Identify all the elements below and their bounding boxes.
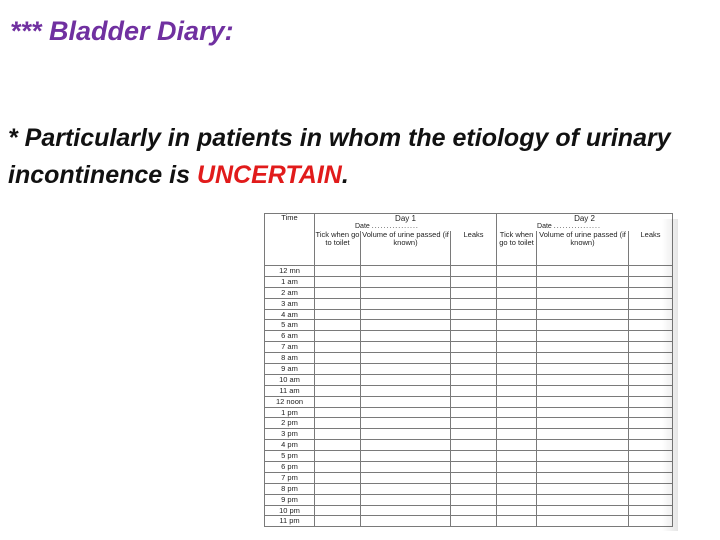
time-cell: 10 am bbox=[265, 374, 315, 385]
day1-leaks-cell[interactable] bbox=[451, 287, 497, 298]
diary-row bbox=[265, 385, 673, 396]
day2-tick-cell[interactable] bbox=[497, 505, 537, 516]
day2-volume-cell[interactable] bbox=[537, 266, 629, 277]
diary-row bbox=[265, 374, 673, 385]
day1-volume-cell[interactable] bbox=[361, 451, 451, 462]
day1-leaks-cell[interactable] bbox=[451, 353, 497, 364]
day2-header bbox=[497, 214, 673, 232]
day1-tick-cell[interactable] bbox=[315, 309, 361, 320]
day2-volume-cell[interactable] bbox=[537, 276, 629, 287]
time-cell: 7 pm bbox=[265, 472, 315, 483]
day1-leaks-cell[interactable] bbox=[451, 342, 497, 353]
day1-volume-cell[interactable] bbox=[361, 505, 451, 516]
time-cell: 10 pm bbox=[265, 505, 315, 516]
day2-tick-cell[interactable] bbox=[497, 451, 537, 462]
day1-volume-cell[interactable] bbox=[361, 364, 451, 375]
day1-volume-cell[interactable] bbox=[361, 396, 451, 407]
day1-volume-cell[interactable] bbox=[361, 418, 451, 429]
time-cell: 2 am bbox=[265, 287, 315, 298]
day1-volume-cell[interactable] bbox=[361, 374, 451, 385]
day2-volume-cell[interactable] bbox=[537, 396, 629, 407]
diary-row bbox=[265, 494, 673, 505]
scan-shadow bbox=[662, 219, 678, 531]
day2-tick-cell[interactable] bbox=[497, 353, 537, 364]
day2-tick-cell[interactable] bbox=[497, 396, 537, 407]
time-cell: 11 pm bbox=[265, 516, 315, 527]
day1-date-label: Date bbox=[355, 223, 370, 230]
day1-header bbox=[315, 214, 497, 232]
time-cell: 1 am bbox=[265, 276, 315, 287]
day2-volume-cell[interactable] bbox=[537, 364, 629, 375]
day1-tick-cell[interactable] bbox=[315, 451, 361, 462]
time-cell: 6 pm bbox=[265, 462, 315, 473]
day1-volume-cell[interactable] bbox=[361, 287, 451, 298]
day2-date-label: Date bbox=[537, 223, 552, 230]
day1-tick-cell[interactable] bbox=[315, 516, 361, 527]
day1-leaks-cell[interactable] bbox=[451, 374, 497, 385]
day1-tick-cell[interactable] bbox=[315, 505, 361, 516]
diary-row bbox=[265, 309, 673, 320]
diary-row bbox=[265, 342, 673, 353]
day2-tick-header: Tick when go to toilet bbox=[497, 231, 537, 266]
day2-volume-cell[interactable] bbox=[537, 331, 629, 342]
day1-tick-cell[interactable] bbox=[315, 407, 361, 418]
diary-row bbox=[265, 440, 673, 451]
day1-volume-cell[interactable] bbox=[361, 342, 451, 353]
day1-tick-cell[interactable] bbox=[315, 298, 361, 309]
diary-row bbox=[265, 429, 673, 440]
day2-tick-cell[interactable] bbox=[497, 266, 537, 277]
diary-row bbox=[265, 418, 673, 429]
diary-row bbox=[265, 287, 673, 298]
body-text-part1: * Particularly in patients in whom the etiology of urinary incontinence is bbox=[8, 124, 671, 189]
day1-volume-cell[interactable] bbox=[361, 483, 451, 494]
day2-tick-cell[interactable] bbox=[497, 407, 537, 418]
day1-leaks-cell[interactable] bbox=[451, 505, 497, 516]
day2-tick-cell[interactable] bbox=[497, 462, 537, 473]
day2-label: Day 2 bbox=[574, 214, 595, 223]
diary-row bbox=[265, 266, 673, 277]
time-column-header: Time bbox=[265, 214, 315, 266]
day1-leaks-cell[interactable] bbox=[451, 407, 497, 418]
day1-tick-cell[interactable] bbox=[315, 276, 361, 287]
time-cell: 9 am bbox=[265, 364, 315, 375]
time-cell: 8 am bbox=[265, 353, 315, 364]
diary-row bbox=[265, 516, 673, 527]
time-cell: 2 pm bbox=[265, 418, 315, 429]
day1-tick-cell[interactable] bbox=[315, 320, 361, 331]
day2-leaks-header: Leaks bbox=[629, 231, 673, 266]
day2-tick-cell[interactable] bbox=[497, 364, 537, 375]
day1-tick-cell[interactable] bbox=[315, 472, 361, 483]
day1-tick-cell[interactable] bbox=[315, 342, 361, 353]
day1-volume-cell[interactable] bbox=[361, 385, 451, 396]
time-cell: 4 pm bbox=[265, 440, 315, 451]
day2-volume-cell[interactable] bbox=[537, 320, 629, 331]
day1-leaks-cell[interactable] bbox=[451, 331, 497, 342]
slide-body-text bbox=[8, 120, 708, 194]
time-cell: 7 am bbox=[265, 342, 315, 353]
day1-tick-cell[interactable] bbox=[315, 385, 361, 396]
day2-volume-cell[interactable] bbox=[537, 483, 629, 494]
day1-leaks-header: Leaks bbox=[451, 231, 497, 266]
day2-tick-cell[interactable] bbox=[497, 516, 537, 527]
day1-volume-cell[interactable] bbox=[361, 440, 451, 451]
day1-leaks-cell[interactable] bbox=[451, 385, 497, 396]
day1-tick-header: Tick when go to toilet bbox=[315, 231, 361, 266]
day2-tick-cell[interactable] bbox=[497, 418, 537, 429]
slide-title: *** Bladder Diary: bbox=[10, 16, 234, 46]
time-cell: 5 am bbox=[265, 320, 315, 331]
day1-volume-header: Volume of urine passed (if known) bbox=[361, 231, 451, 266]
day2-volume-cell[interactable] bbox=[537, 472, 629, 483]
time-cell: 3 pm bbox=[265, 429, 315, 440]
day2-volume-cell[interactable] bbox=[537, 374, 629, 385]
diary-row bbox=[265, 396, 673, 407]
diary-row bbox=[265, 320, 673, 331]
day1-tick-cell[interactable] bbox=[315, 429, 361, 440]
day2-tick-cell[interactable] bbox=[497, 385, 537, 396]
day1-volume-cell[interactable] bbox=[361, 462, 451, 473]
day1-leaks-cell[interactable] bbox=[451, 320, 497, 331]
day1-volume-cell[interactable] bbox=[361, 309, 451, 320]
time-cell: 5 pm bbox=[265, 451, 315, 462]
day1-leaks-cell[interactable] bbox=[451, 396, 497, 407]
time-cell: 11 am bbox=[265, 385, 315, 396]
day2-tick-cell[interactable] bbox=[497, 494, 537, 505]
time-cell: 4 am bbox=[265, 309, 315, 320]
day2-date-dots: ................ bbox=[553, 223, 601, 230]
body-text-part2: . bbox=[341, 161, 349, 189]
day2-volume-cell[interactable] bbox=[537, 407, 629, 418]
day1-leaks-cell[interactable] bbox=[451, 309, 497, 320]
bladder-diary-form bbox=[264, 213, 678, 531]
day1-tick-cell[interactable] bbox=[315, 418, 361, 429]
day1-tick-cell[interactable] bbox=[315, 483, 361, 494]
time-cell: 8 pm bbox=[265, 483, 315, 494]
time-cell: 3 am bbox=[265, 298, 315, 309]
day2-tick-cell[interactable] bbox=[497, 320, 537, 331]
day2-tick-cell[interactable] bbox=[497, 331, 537, 342]
day2-volume-cell[interactable] bbox=[537, 516, 629, 527]
day1-tick-cell[interactable] bbox=[315, 353, 361, 364]
day1-volume-cell[interactable] bbox=[361, 266, 451, 277]
day2-volume-cell[interactable] bbox=[537, 505, 629, 516]
day2-volume-cell[interactable] bbox=[537, 494, 629, 505]
day2-volume-header: Volume of urine passed (if known) bbox=[537, 231, 629, 266]
day1-volume-cell[interactable] bbox=[361, 516, 451, 527]
day2-tick-cell[interactable] bbox=[497, 342, 537, 353]
diary-row bbox=[265, 472, 673, 483]
time-cell: 1 pm bbox=[265, 407, 315, 418]
day2-tick-cell[interactable] bbox=[497, 472, 537, 483]
day1-tick-cell[interactable] bbox=[315, 494, 361, 505]
day1-leaks-cell[interactable] bbox=[451, 418, 497, 429]
day2-volume-cell[interactable] bbox=[537, 451, 629, 462]
time-cell: 12 mn bbox=[265, 266, 315, 277]
day2-volume-cell[interactable] bbox=[537, 298, 629, 309]
day1-leaks-cell[interactable] bbox=[451, 364, 497, 375]
day1-leaks-cell[interactable] bbox=[451, 472, 497, 483]
day2-tick-cell[interactable] bbox=[497, 309, 537, 320]
day1-tick-cell[interactable] bbox=[315, 396, 361, 407]
day2-volume-cell[interactable] bbox=[537, 287, 629, 298]
day1-volume-cell[interactable] bbox=[361, 494, 451, 505]
day1-volume-cell[interactable] bbox=[361, 429, 451, 440]
day1-leaks-cell[interactable] bbox=[451, 276, 497, 287]
time-cell: 6 am bbox=[265, 331, 315, 342]
day1-leaks-cell[interactable] bbox=[451, 266, 497, 277]
diary-row bbox=[265, 353, 673, 364]
day1-leaks-cell[interactable] bbox=[451, 494, 497, 505]
day2-tick-cell[interactable] bbox=[497, 287, 537, 298]
day1-volume-cell[interactable] bbox=[361, 320, 451, 331]
day2-tick-cell[interactable] bbox=[497, 374, 537, 385]
day1-tick-cell[interactable] bbox=[315, 462, 361, 473]
day2-volume-cell[interactable] bbox=[537, 353, 629, 364]
day1-leaks-cell[interactable] bbox=[451, 440, 497, 451]
day2-volume-cell[interactable] bbox=[537, 429, 629, 440]
diary-row bbox=[265, 331, 673, 342]
day1-volume-cell[interactable] bbox=[361, 407, 451, 418]
diary-row bbox=[265, 407, 673, 418]
day2-date-line bbox=[497, 223, 672, 231]
time-cell: 9 pm bbox=[265, 494, 315, 505]
day1-label: Day 1 bbox=[395, 214, 416, 223]
time-cell: 12 noon bbox=[265, 396, 315, 407]
diary-row bbox=[265, 364, 673, 375]
day1-volume-cell[interactable] bbox=[361, 276, 451, 287]
day2-volume-cell[interactable] bbox=[537, 462, 629, 473]
bladder-diary-table bbox=[264, 213, 673, 527]
diary-hour-rows bbox=[265, 266, 673, 527]
day1-leaks-cell[interactable] bbox=[451, 483, 497, 494]
day1-tick-cell[interactable] bbox=[315, 364, 361, 375]
day2-tick-cell[interactable] bbox=[497, 440, 537, 451]
day2-tick-cell[interactable] bbox=[497, 298, 537, 309]
diary-row bbox=[265, 451, 673, 462]
day1-volume-cell[interactable] bbox=[361, 331, 451, 342]
day1-volume-cell[interactable] bbox=[361, 353, 451, 364]
day1-leaks-cell[interactable] bbox=[451, 451, 497, 462]
day1-leaks-cell[interactable] bbox=[451, 462, 497, 473]
body-emphasis-uncertain: UNCERTAIN bbox=[196, 161, 342, 189]
day1-tick-cell[interactable] bbox=[315, 374, 361, 385]
diary-row bbox=[265, 298, 673, 309]
diary-row bbox=[265, 483, 673, 494]
diary-row bbox=[265, 462, 673, 473]
diary-row bbox=[265, 276, 673, 287]
day1-tick-cell[interactable] bbox=[315, 266, 361, 277]
day2-tick-cell[interactable] bbox=[497, 483, 537, 494]
day1-leaks-cell[interactable] bbox=[451, 429, 497, 440]
day1-tick-cell[interactable] bbox=[315, 287, 361, 298]
day1-volume-cell[interactable] bbox=[361, 472, 451, 483]
day1-date-line bbox=[315, 223, 496, 231]
day1-date-dots: ................ bbox=[371, 223, 419, 230]
day2-volume-cell[interactable] bbox=[537, 342, 629, 353]
day1-tick-cell[interactable] bbox=[315, 331, 361, 342]
day1-tick-cell[interactable] bbox=[315, 440, 361, 451]
day1-volume-cell[interactable] bbox=[361, 298, 451, 309]
day2-tick-cell[interactable] bbox=[497, 429, 537, 440]
day2-volume-cell[interactable] bbox=[537, 440, 629, 451]
day2-volume-cell[interactable] bbox=[537, 385, 629, 396]
day2-volume-cell[interactable] bbox=[537, 309, 629, 320]
day1-leaks-cell[interactable] bbox=[451, 516, 497, 527]
diary-row bbox=[265, 505, 673, 516]
day2-tick-cell[interactable] bbox=[497, 276, 537, 287]
day2-volume-cell[interactable] bbox=[537, 418, 629, 429]
day1-leaks-cell[interactable] bbox=[451, 298, 497, 309]
